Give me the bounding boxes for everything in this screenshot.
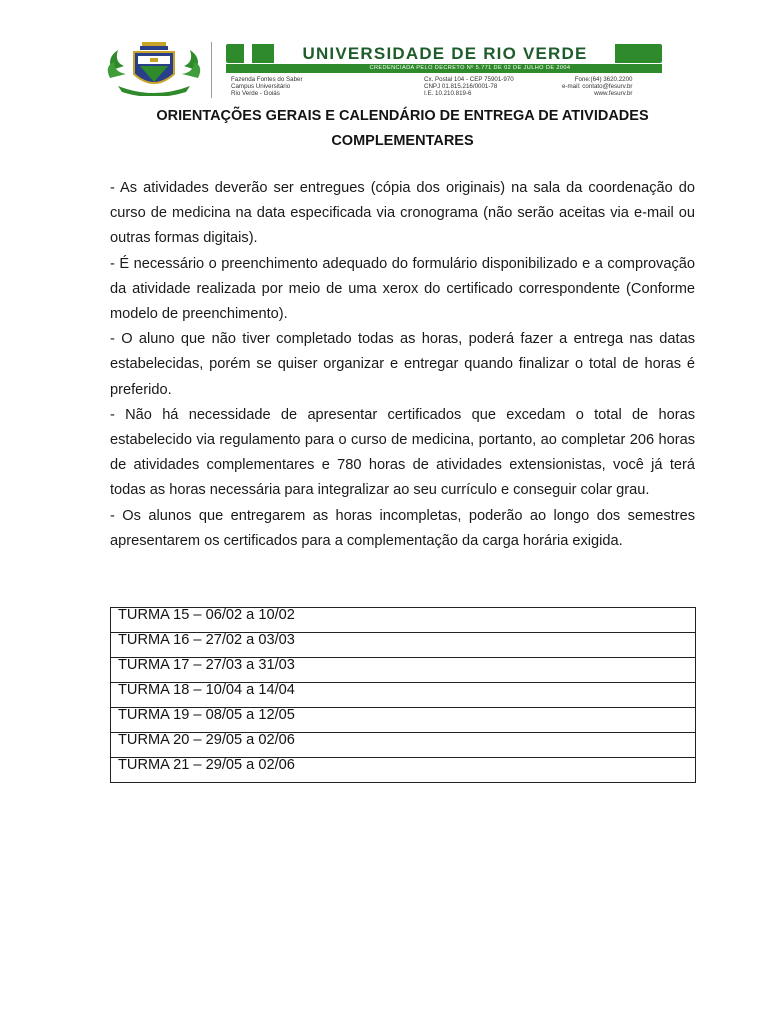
address-line: e-mail: contato@fesurv.br — [562, 83, 633, 90]
address-middle — [424, 76, 514, 97]
address-line: www.fesurv.br — [594, 90, 633, 97]
schedule-cell: TURMA 15 – 06/02 a 10/02 — [111, 608, 696, 633]
address-line: I.E. 10.210.819-6 — [424, 90, 472, 97]
table-row — [111, 658, 696, 683]
delivery-schedule-table — [110, 607, 696, 783]
address-line: Cx. Postal 104 - CEP 75901-970 — [424, 76, 514, 83]
address-line: Campus Universitário — [231, 83, 291, 90]
address-line: Fazenda Fontes do Saber — [231, 76, 303, 83]
schedule-cell: TURMA 18 – 10/04 a 14/04 — [111, 683, 696, 708]
address-line: CNPJ 01.815.216/0001-78 — [424, 83, 498, 90]
guideline-paragraph: - É necessário o preenchimento adequado do formulário disponibilizado e a comprovação da atividade realizada por meio de uma xerox do certificado correspondente (Conforme modelo de preenchimento). — [110, 255, 695, 323]
schedule-cell: TURMA 19 – 08/05 a 12/05 — [111, 708, 696, 733]
address-line: Rio Verde - Goiás — [231, 90, 280, 97]
schedule-cell: TURMA 17 – 27/03 a 31/03 — [111, 658, 696, 683]
address-left — [231, 76, 303, 97]
table-row — [111, 683, 696, 708]
table-row — [111, 758, 696, 783]
table-row — [111, 608, 696, 633]
credential-text: CREDENCIADA PELO DECRETO Nº 5.771 DE 02 DE JULHO DE 2004 — [300, 64, 640, 73]
header-divider — [211, 42, 212, 98]
guideline-paragraph: - Os alunos que entregarem as horas incompletas, poderão ao longo dos semestres apresentarem os certificados para a complementação da carga horária exigida. — [110, 507, 695, 549]
university-name: UNIVERSIDADE DE RIO VERDE — [275, 44, 615, 63]
document-title: ORIENTAÇÕES GERAIS E CALENDÁRIO DE ENTREGA DE ATIVIDADES COMPLEMENTARES — [156, 108, 649, 149]
guidelines-body — [110, 176, 695, 554]
table-row — [111, 633, 696, 658]
guideline-paragraph: - As atividades deverão ser entregues (cópia dos originais) na sala da coordenação do curso de medicina na data especificada via cronograma (não serão aceitas via e-mail ou outras formas digitais). — [110, 180, 695, 247]
address-right — [562, 76, 632, 97]
schedule-cell: TURMA 16 – 27/02 a 03/03 — [111, 633, 696, 658]
letterhead — [0, 0, 768, 100]
guideline-paragraph: - Não há necessidade de apresentar certificados que excedam o total de horas estabelecido via regulamento para o curso de medicina, portanto, ao completar 206 horas de atividades complementares e 780 horas de atividades extensionistas, você já terá todas as horas necessária para integralizar ao seu currículo e conseguir colar grau. — [110, 406, 695, 499]
guideline-paragraph: - O aluno que não tiver completado todas as horas, poderá fazer a entrega nas datas estabelecidas, porém se quiser organizar e entregar quando finalizar o total de horas é preferido. — [110, 331, 695, 398]
address-line: Fone:(64) 3620.2200 — [574, 76, 633, 83]
table-row — [111, 733, 696, 758]
table-row — [111, 708, 696, 733]
schedule-cell: TURMA 20 – 29/05 a 02/06 — [111, 733, 696, 758]
university-crest-icon — [104, 40, 204, 96]
schedule-cell: TURMA 21 – 29/05 a 02/06 — [111, 758, 696, 783]
